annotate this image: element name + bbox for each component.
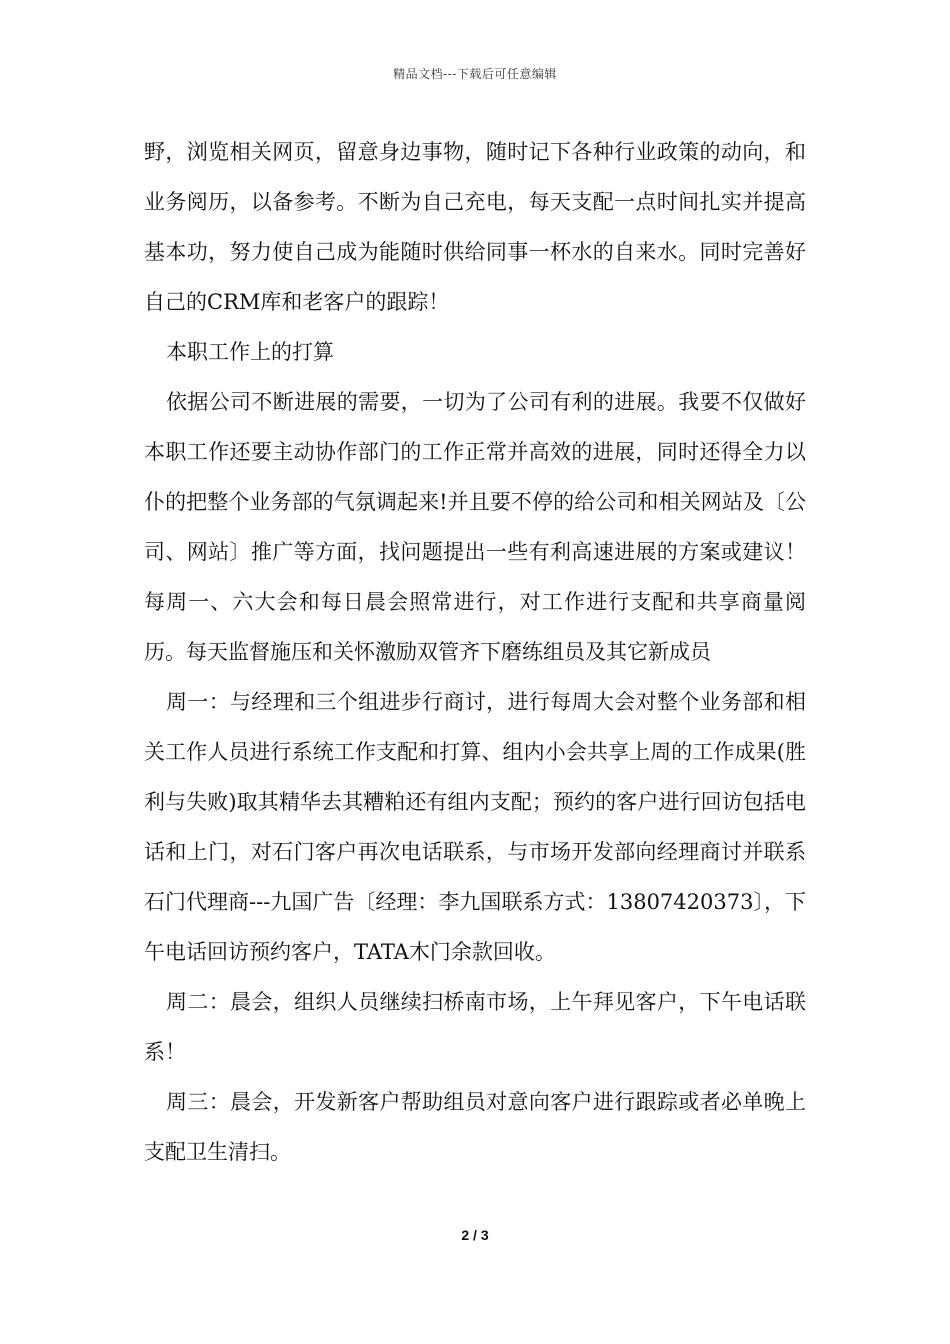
- paragraph-monday: 周一：与经理和三个组进步行商讨，进行每周大会对整个业务部和相关工作人员进行系统工作支配和打算、组内小会共享上周的工作成果(胜利与失败)取其精华去其糟粕还有组内支配；预约的客户进行回访包括电话和上门，对石门客户再次电话联系，与市场开发部向经理商讨并联系石门代理商---九国广告〔经理：李九国联系方式：13807420373〕，下午电话回访预约客户，TATA木门余款回收。: [144, 690, 806, 964]
- paragraph-wednesday: 周三：晨会，开发新客户帮助组员对意向客户进行跟踪或者必单晚上支配卫生清扫。: [144, 1090, 806, 1164]
- section-heading: 本职工作上的打算: [166, 340, 334, 364]
- paragraph-1: 野，浏览相关网页，留意身边事物，随时记下各种行业政策的动向，和业务阅历，以备参考。不断为自己充电，每天支配一点时间扎实并提高基本功，努力使自己成为能随时供给同事一杯水的自来水。同时完善好自己的CRM库和老客户的跟踪！: [144, 140, 806, 314]
- paragraph-2: 依据公司不断进展的需要，一切为了公司有利的进展。我要不仅做好本职工作还要主动协作部门的工作正常并高效的进展，同时还得全力以仆的把整个业务部的气氛调起来!并且要不停的给公司和相关网站及〔公司、网站〕推广等方面，找问题提出一些有利高速进展的方案或建议！每周一、六大会和每日晨会照常进行，对工作进行支配和共享商量阅历。每天监督施压和关怀激励双管齐下磨练组员及其它新成员: [144, 390, 806, 664]
- paragraph-tuesday: 周二：晨会，组织人员继续扫桥南市场，上午拜见客户，下午电话联系！: [144, 990, 806, 1064]
- document-body: [144, 127, 806, 1177]
- page-number: 2 / 3: [461, 1227, 489, 1243]
- page-header: 精品文档---下载后可任意编辑: [393, 67, 557, 81]
